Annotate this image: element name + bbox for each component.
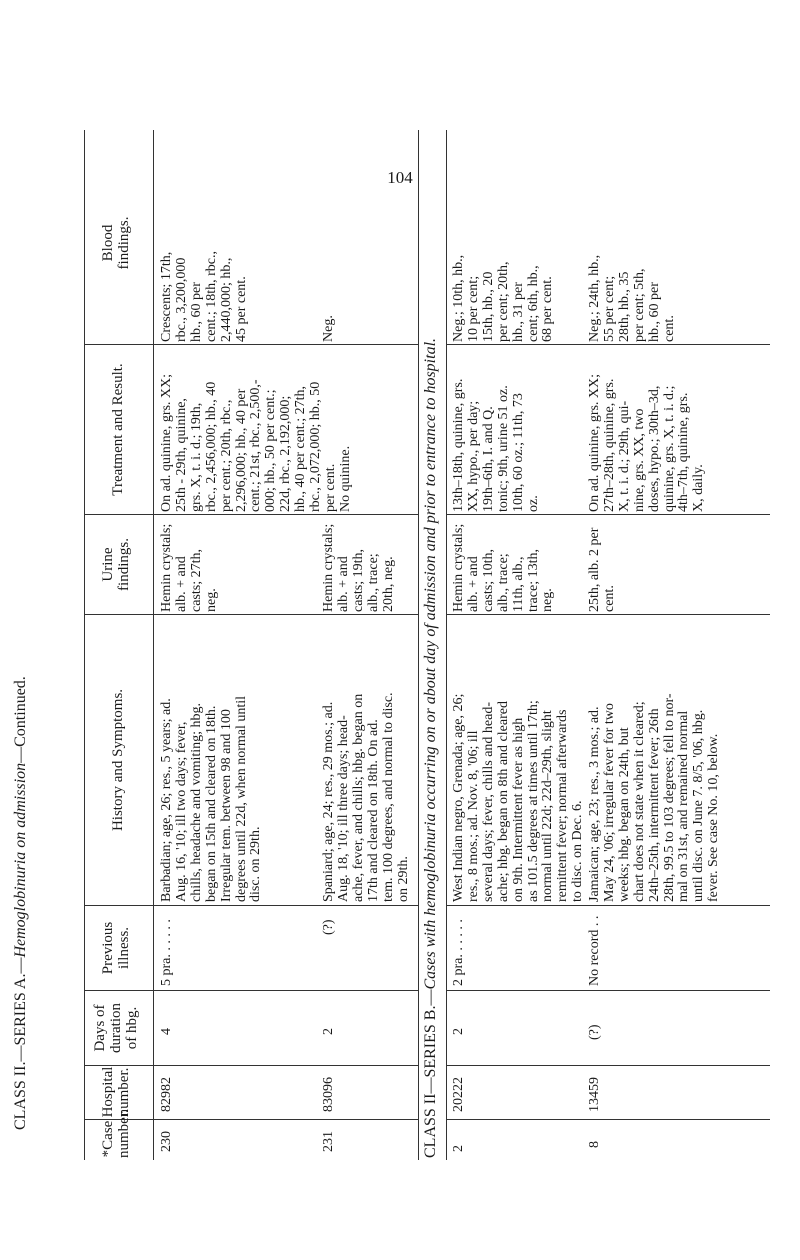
col-divider [446, 1065, 770, 1066]
series-a-title-suffix: —Continued. [12, 676, 29, 763]
series-b-title [424, 338, 439, 1158]
series-a-title [14, 676, 29, 1130]
header-case-number: *Case number. [100, 1109, 132, 1158]
hospital-number: 82982 [159, 1077, 174, 1112]
header-hospital-number: Hospital number. [100, 1066, 132, 1118]
history-symptoms: Spaniard; age, 24; res., 29 mos.; ad. Aug. 18, '10; ill three days; head- ache, fever, and chills; hbg. began on 17th and cleared on 18th. On ad. tem. 100 degrees, and normal to disc. on 29th. [321, 692, 411, 902]
urine-findings: Hemin crystals; alb. + and casts; 27th, neg. [159, 523, 219, 612]
col-divider [84, 1065, 418, 1066]
series-b-top-rule [418, 130, 419, 1160]
days-duration: (?) [587, 1024, 602, 1040]
col-divider [446, 344, 770, 345]
hospital-number: 83096 [321, 1077, 336, 1112]
col-divider [446, 905, 770, 906]
previous-illness: (?) [321, 919, 336, 935]
days-duration: 4 [159, 1028, 174, 1035]
previous-illness: 5 pra. . . . . . [159, 919, 174, 986]
series-b-title-prefix: CLASS II—SERIES B.— [422, 989, 439, 1158]
col-divider [446, 990, 770, 991]
treatment-result: On ad. quinine, grs. XX; 27th–28th, quinine, grs. X, t. i. d.; 29th, qui- nine, grs. XX, two doses, hypo.; 30th–3d, quinine, grs. X, t. i. d.; 4th–7th, quinine, grs. X, daily. [587, 373, 707, 512]
history-symptoms: Barbadian; age, 26; res., 5 years; ad. Aug. 16, '10; ill two days; fever, chills, headache and vomiting; hbg. began on 15th and cleared on 18th. Irregular tem. between 98 and 100 degrees until 22d, when normal until disc. on 29th. [159, 695, 264, 902]
blood-findings: Neg. [321, 315, 336, 342]
treatment-result: 13th–18th, quinine, grs. XX, hypo., per day; 19th–6th, I. and Q. tonic; 9th, urine 51 oz. 10th, 60 oz.; 11th, 73 oz. [451, 378, 541, 512]
history-symptoms: Jamaican; age, 23; res., 3 mos.; ad. May 24, '06; irregular fever for two weeks; hbg. began on 24th, but chart does not state when it cleared; 24th–25th, intermittent fever; 26th 28th, 99.5 to 103 degrees; fell to nor- mal on 31st, and remained normal until disc. on June 7. 8/5, '06, hbg. fever. See case No. 10, below. [587, 693, 722, 902]
header-blood-findings: Blood findings. [100, 216, 132, 270]
days-duration: 2 [451, 1028, 466, 1035]
col-divider [84, 344, 418, 345]
col-divider [84, 614, 418, 615]
urine-findings: Hemin crystals; alb. + and casts; 19th, alb., trace; 20th, neg. [321, 523, 396, 612]
blood-findings: Neg.; 24th, hb., 55 per cent; 28th, hb., 35 per cent; 5th, hb., 60 per cent. [587, 254, 677, 342]
previous-illness: No record . . [587, 915, 602, 986]
case-number: 230 [159, 1131, 174, 1152]
previous-illness: 2 pra. . . . . . [451, 919, 466, 986]
series-a-title-italic: Hemoglobinuria on admission [12, 762, 29, 958]
header-bottom-rule [153, 130, 154, 1160]
hospital-number: 20222 [451, 1077, 466, 1112]
col-divider [84, 514, 418, 515]
header-treatment-result: Treatment and Result. [110, 363, 126, 496]
header-days-duration: Days of duration of hbg. [92, 1003, 140, 1053]
case-number: 8 [587, 1141, 602, 1148]
hospital-number: 13459 [587, 1077, 602, 1112]
urine-findings: Hemin crystals; alb. + and casts; 10th, alb., trace; 11th, alb., trace; 13th, neg. [451, 523, 556, 612]
col-divider [446, 1119, 770, 1120]
series-a-title-prefix: CLASS II.—SERIES A.— [12, 957, 29, 1130]
blood-findings: Crescents; 17th, rbc., 3,200,000 hb., 60 per cent.; 18th, rbc., 2,440,000; hb., 45 per cent. [159, 251, 249, 342]
col-divider [84, 1119, 418, 1120]
series-b-title-italic: Cases with hemoglobinuria occurring on or about day of admission and prior to entrance to hospital. [422, 337, 439, 990]
col-divider [84, 990, 418, 991]
col-divider [446, 514, 770, 515]
urine-findings: 25th, alb. 2 per cent. [587, 527, 617, 612]
col-divider [84, 905, 418, 906]
series-b-title-rule [446, 130, 447, 1160]
header-urine-findings: Urine findings. [100, 538, 132, 591]
col-divider [446, 614, 770, 615]
treatment-result: On ad. quinine, grs. XX; 25th - 29th, quinine, grs. X, t. i. d.; 19th, rbc., 2,456,000; hb., 40 per cent.; 20th, rbc., 2,296,000; hb., 40 per cent.; 21st, rbc., 2,500,- 000; hb., 50 per cent.; 22d, rbc., 2,192,000; hb., 40 per cent.; 27th, rbc., 2,072,000; hb., 50 per cent. No quinine. [159, 373, 353, 512]
case-number: 2 [451, 1145, 466, 1152]
header-history-symptoms: History and Symptoms. [110, 688, 126, 832]
blood-findings: Neg.; 10th, hb., 10 per cent; 15th, hb., 20 per cent; 20th, hb., 31 per cent; 6th, hb., 68 per cent. [451, 254, 556, 342]
header-top-rule [84, 130, 85, 1160]
case-number: 231 [321, 1131, 336, 1152]
days-duration: 2 [321, 1028, 336, 1035]
page-number: 104 [387, 168, 413, 187]
header-previous-illness: Previous illness. [100, 921, 132, 975]
history-symptoms: West Indian negro, Grenada; age, 26; res., 8 mos.; ad. Nov. 8, '06; ill several days; fever, chills and head- ache; hbg. began on 8th and cleared on 9th. Intermittent fever as high as 101.5 degrees at times until 17th; normal until 22d; 22d–29th, slight remittent fever; normal afterwards to disc. on Dec. 6. [451, 693, 586, 902]
